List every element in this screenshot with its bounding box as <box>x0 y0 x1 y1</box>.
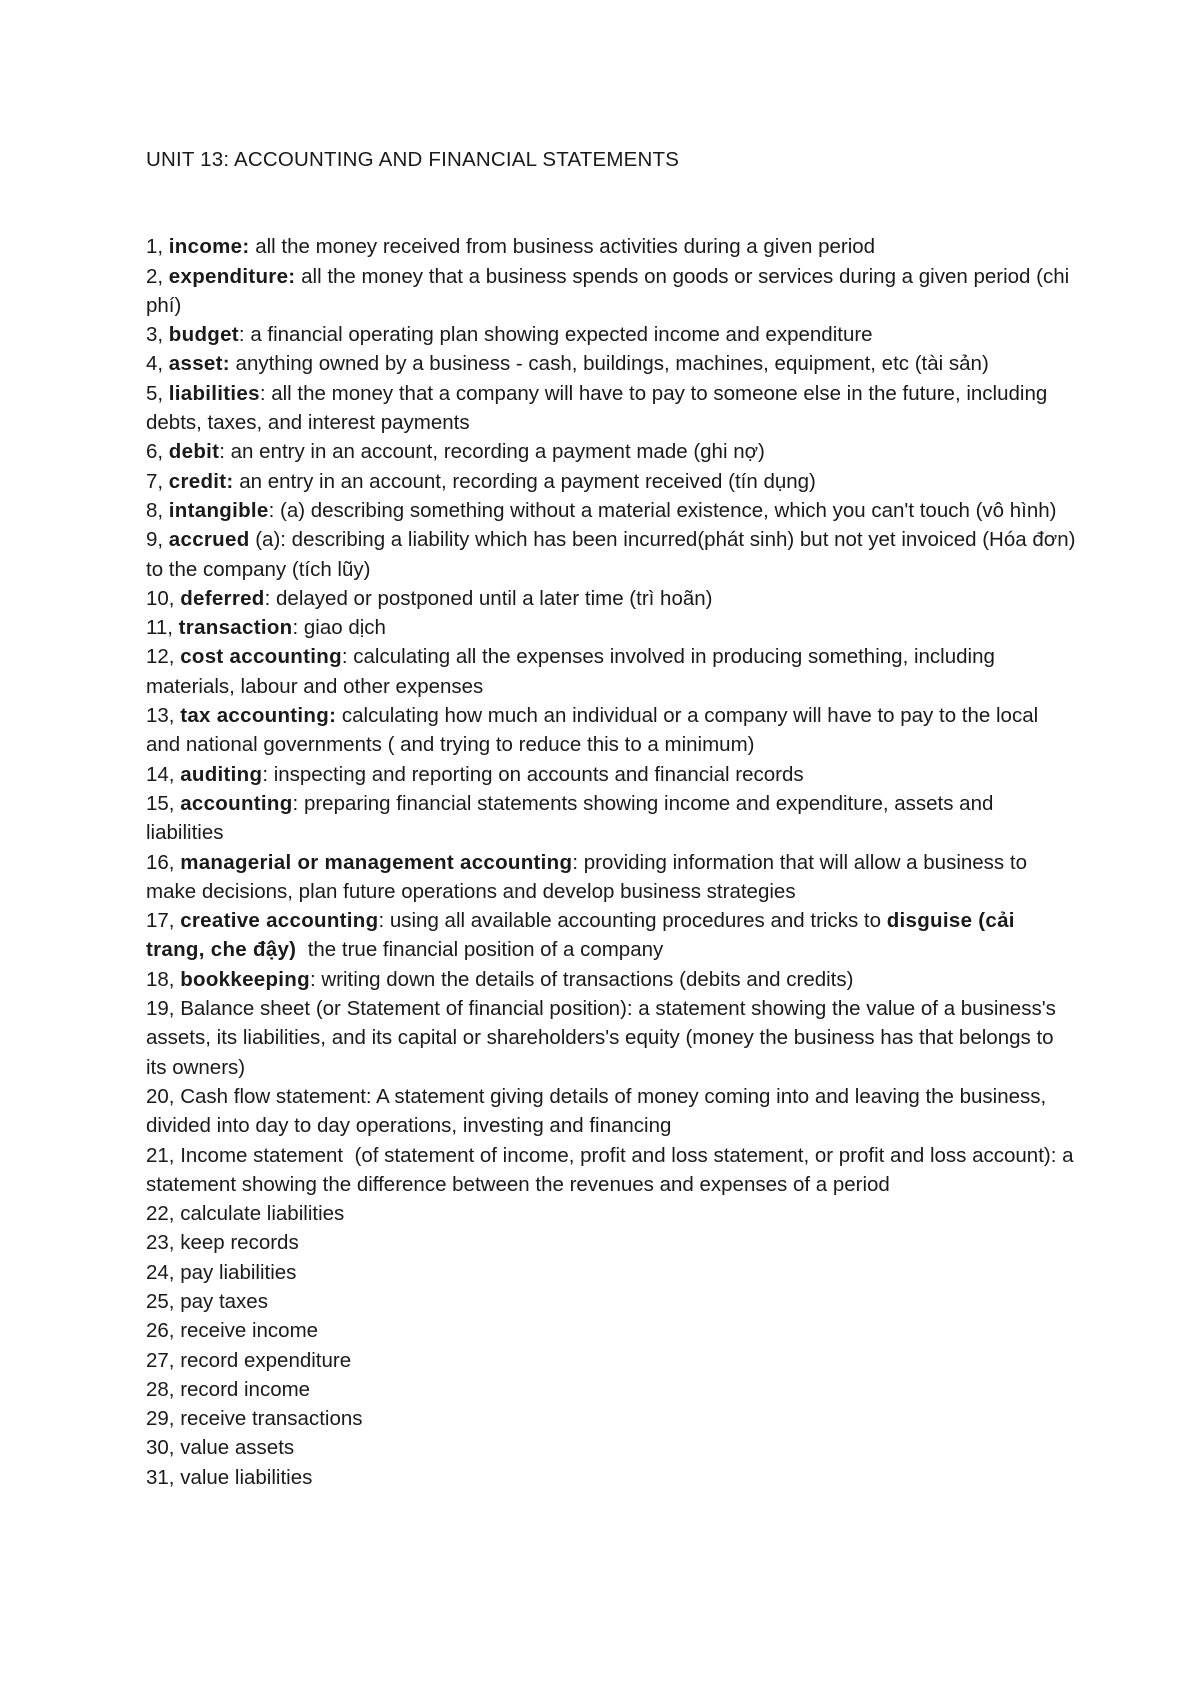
entry-definition: : preparing financial statements showing income and expenditure, assets and liabilities <box>146 791 1000 845</box>
entry-definition: : an entry in an account, recording a payment made (ghi nợ) <box>219 440 765 464</box>
entry-definition: anything owned by a business - cash, buildings, machines, equipment, etc (tài sản) <box>229 352 989 376</box>
entry-definition: 26, receive income <box>146 1319 319 1343</box>
glossary-entry <box>146 437 1076 466</box>
glossary-entry <box>146 965 1076 994</box>
entry-number: 11, <box>146 616 179 640</box>
entry-term: bookkeeping <box>180 967 310 991</box>
entry-number: 9, <box>146 528 169 552</box>
glossary-entry <box>146 760 1076 789</box>
entry-definition: (a): describing a liability which has been incurred(phát sinh) but not yet invoiced (Hóa đơn) to the company (tích lũy) <box>146 528 1087 581</box>
entry-definition: : all the money that a company will have to pay to someone else in the future, including debts, taxes, and interest payments <box>146 381 1053 435</box>
glossary-entry <box>146 1346 1076 1375</box>
entry-number: 2, <box>146 264 169 288</box>
entry-term: cost accounting <box>180 645 342 669</box>
entry-term: intangible <box>168 498 269 522</box>
glossary-entry <box>146 994 1076 1082</box>
entry-definition: 25, pay taxes <box>146 1289 268 1313</box>
glossary-entry <box>146 1375 1076 1404</box>
entry-term: asset: <box>168 352 230 376</box>
glossary-entry <box>146 584 1076 613</box>
entry-term: auditing <box>180 762 263 786</box>
entry-number: 10, <box>146 586 181 610</box>
entry-number: 14, <box>146 762 181 786</box>
entry-definition: 22, calculate liabilities <box>146 1202 345 1226</box>
entry-number: 13, <box>146 704 181 728</box>
entry-number: 6, <box>146 440 169 464</box>
entry-term: expenditure: <box>168 264 296 288</box>
entry-term: debit <box>168 440 220 464</box>
entry-definition: 28, record income <box>146 1377 311 1401</box>
entry-number: 1, <box>146 235 169 259</box>
entry-term: creative accounting <box>180 909 379 933</box>
glossary-entry <box>146 232 1076 261</box>
entry-definition: : writing down the details of transactions (debits and credits) <box>309 967 854 991</box>
glossary-entry <box>146 262 1076 321</box>
entry-definition: all the money that a business spends on goods or services during a given period (chi phí) <box>146 264 1075 317</box>
entry-definition: all the money received from business activities during a given period <box>249 235 876 259</box>
entry-definition: 24, pay liabilities <box>146 1260 297 1284</box>
entry-definition: : (a) describing something without a material existence, which you can't touch (vô hình) <box>268 498 1057 522</box>
entry-term: liabilities <box>168 381 260 405</box>
glossary-entry <box>146 1199 1076 1228</box>
entry-definition: : delayed or postponed until a later time (trì hoãn) <box>264 586 713 610</box>
glossary-list <box>146 232 1087 1492</box>
glossary-entry <box>146 1287 1076 1316</box>
entry-definition: calculating how much an individual or a company will have to pay to the local and national governments ( and trying to reduce this to a minimum) <box>146 704 1044 757</box>
entry-number: 3, <box>146 323 169 347</box>
glossary-entry <box>146 1228 1076 1257</box>
entry-number: 4, <box>146 352 169 376</box>
glossary-entry <box>146 848 1076 907</box>
glossary-entry <box>146 467 1076 496</box>
entry-term: deferred <box>180 586 265 610</box>
glossary-entry <box>146 1404 1076 1433</box>
glossary-entry <box>146 1141 1080 1200</box>
entry-number: 7, <box>146 469 169 493</box>
glossary-entry <box>146 525 1087 584</box>
entry-number: 12, <box>146 645 181 669</box>
entry-definition: 21, Income statement (of statement of income, profit and loss statement, or profit and loss account): a statement showing the difference between the revenues and expenses of a period <box>146 1143 1080 1196</box>
entry-definition: : using all available accounting procedures and tricks to <box>378 909 887 933</box>
entry-definition: 23, keep records <box>146 1231 299 1255</box>
glossary-entry <box>146 701 1076 760</box>
glossary-entry <box>146 320 1076 349</box>
entry-term: income: <box>168 235 250 259</box>
glossary-entry <box>146 1463 1076 1492</box>
entry-definition: : providing information that will allow a business to make decisions, plan future operations and develop business strategies <box>146 850 1033 903</box>
glossary-entry <box>146 379 1076 438</box>
glossary-entry <box>146 789 1076 848</box>
glossary-entry <box>146 496 1076 525</box>
glossary-entry <box>146 642 1076 701</box>
entry-definition: 30, value assets <box>146 1436 295 1460</box>
entry-term: managerial or management accounting <box>180 850 573 874</box>
glossary-entry <box>146 1082 1076 1141</box>
entry-term: tax accounting: <box>180 704 337 728</box>
entry-definition: : a financial operating plan showing expected income and expenditure <box>238 323 873 347</box>
glossary-entry <box>146 613 1076 642</box>
entry-definition: : calculating all the expenses involved in producing something, including materials, labour and other expenses <box>146 645 1001 698</box>
entry-definition: the true financial position of a company <box>296 938 664 962</box>
entry-term: accrued <box>168 528 250 552</box>
entry-number: 8, <box>146 498 169 522</box>
entry-definition: : inspecting and reporting on accounts and financial records <box>262 762 804 786</box>
entry-number: 17, <box>146 909 181 933</box>
glossary-entry <box>146 349 1076 378</box>
entry-number: 5, <box>146 381 169 405</box>
title-spacer <box>146 174 1076 232</box>
entry-number: 15, <box>146 791 181 815</box>
entry-term: budget <box>168 323 239 347</box>
entry-definition: 20, Cash flow statement: A statement giving details of money coming into and leaving the business, divided into day to day operations, investing and financing <box>146 1084 1052 1138</box>
entry-term: credit: <box>168 469 234 493</box>
page-title: UNIT 13: ACCOUNTING AND FINANCIAL STATEMENTS <box>146 148 680 171</box>
entry-definition: 19, Balance sheet (or Statement of financial position): a statement showing the value of a business's assets, its liabilities, and its capital or shareholders's equity (money the business has that belongs to its owners) <box>146 997 1062 1079</box>
entry-definition: 31, value liabilities <box>146 1465 313 1489</box>
entry-definition: an entry in an account, recording a payment received (tín dụng) <box>233 469 816 493</box>
glossary-entry <box>146 1316 1076 1345</box>
entry-number: 16, <box>146 850 181 874</box>
entry-definition: 27, record expenditure <box>146 1348 352 1372</box>
entry-definition: 29, receive transactions <box>146 1407 363 1431</box>
glossary-entry <box>146 1258 1076 1287</box>
glossary-entry <box>146 1433 1076 1462</box>
entry-term: accounting <box>180 791 293 815</box>
document-body <box>146 145 1087 1492</box>
entry-number: 18, <box>146 967 181 991</box>
entry-definition: : giao dịch <box>292 616 386 640</box>
glossary-entry <box>146 906 1076 965</box>
entry-term: transaction <box>178 616 293 640</box>
entry-term: disguise (cải trang, che đậy) <box>146 909 1021 962</box>
